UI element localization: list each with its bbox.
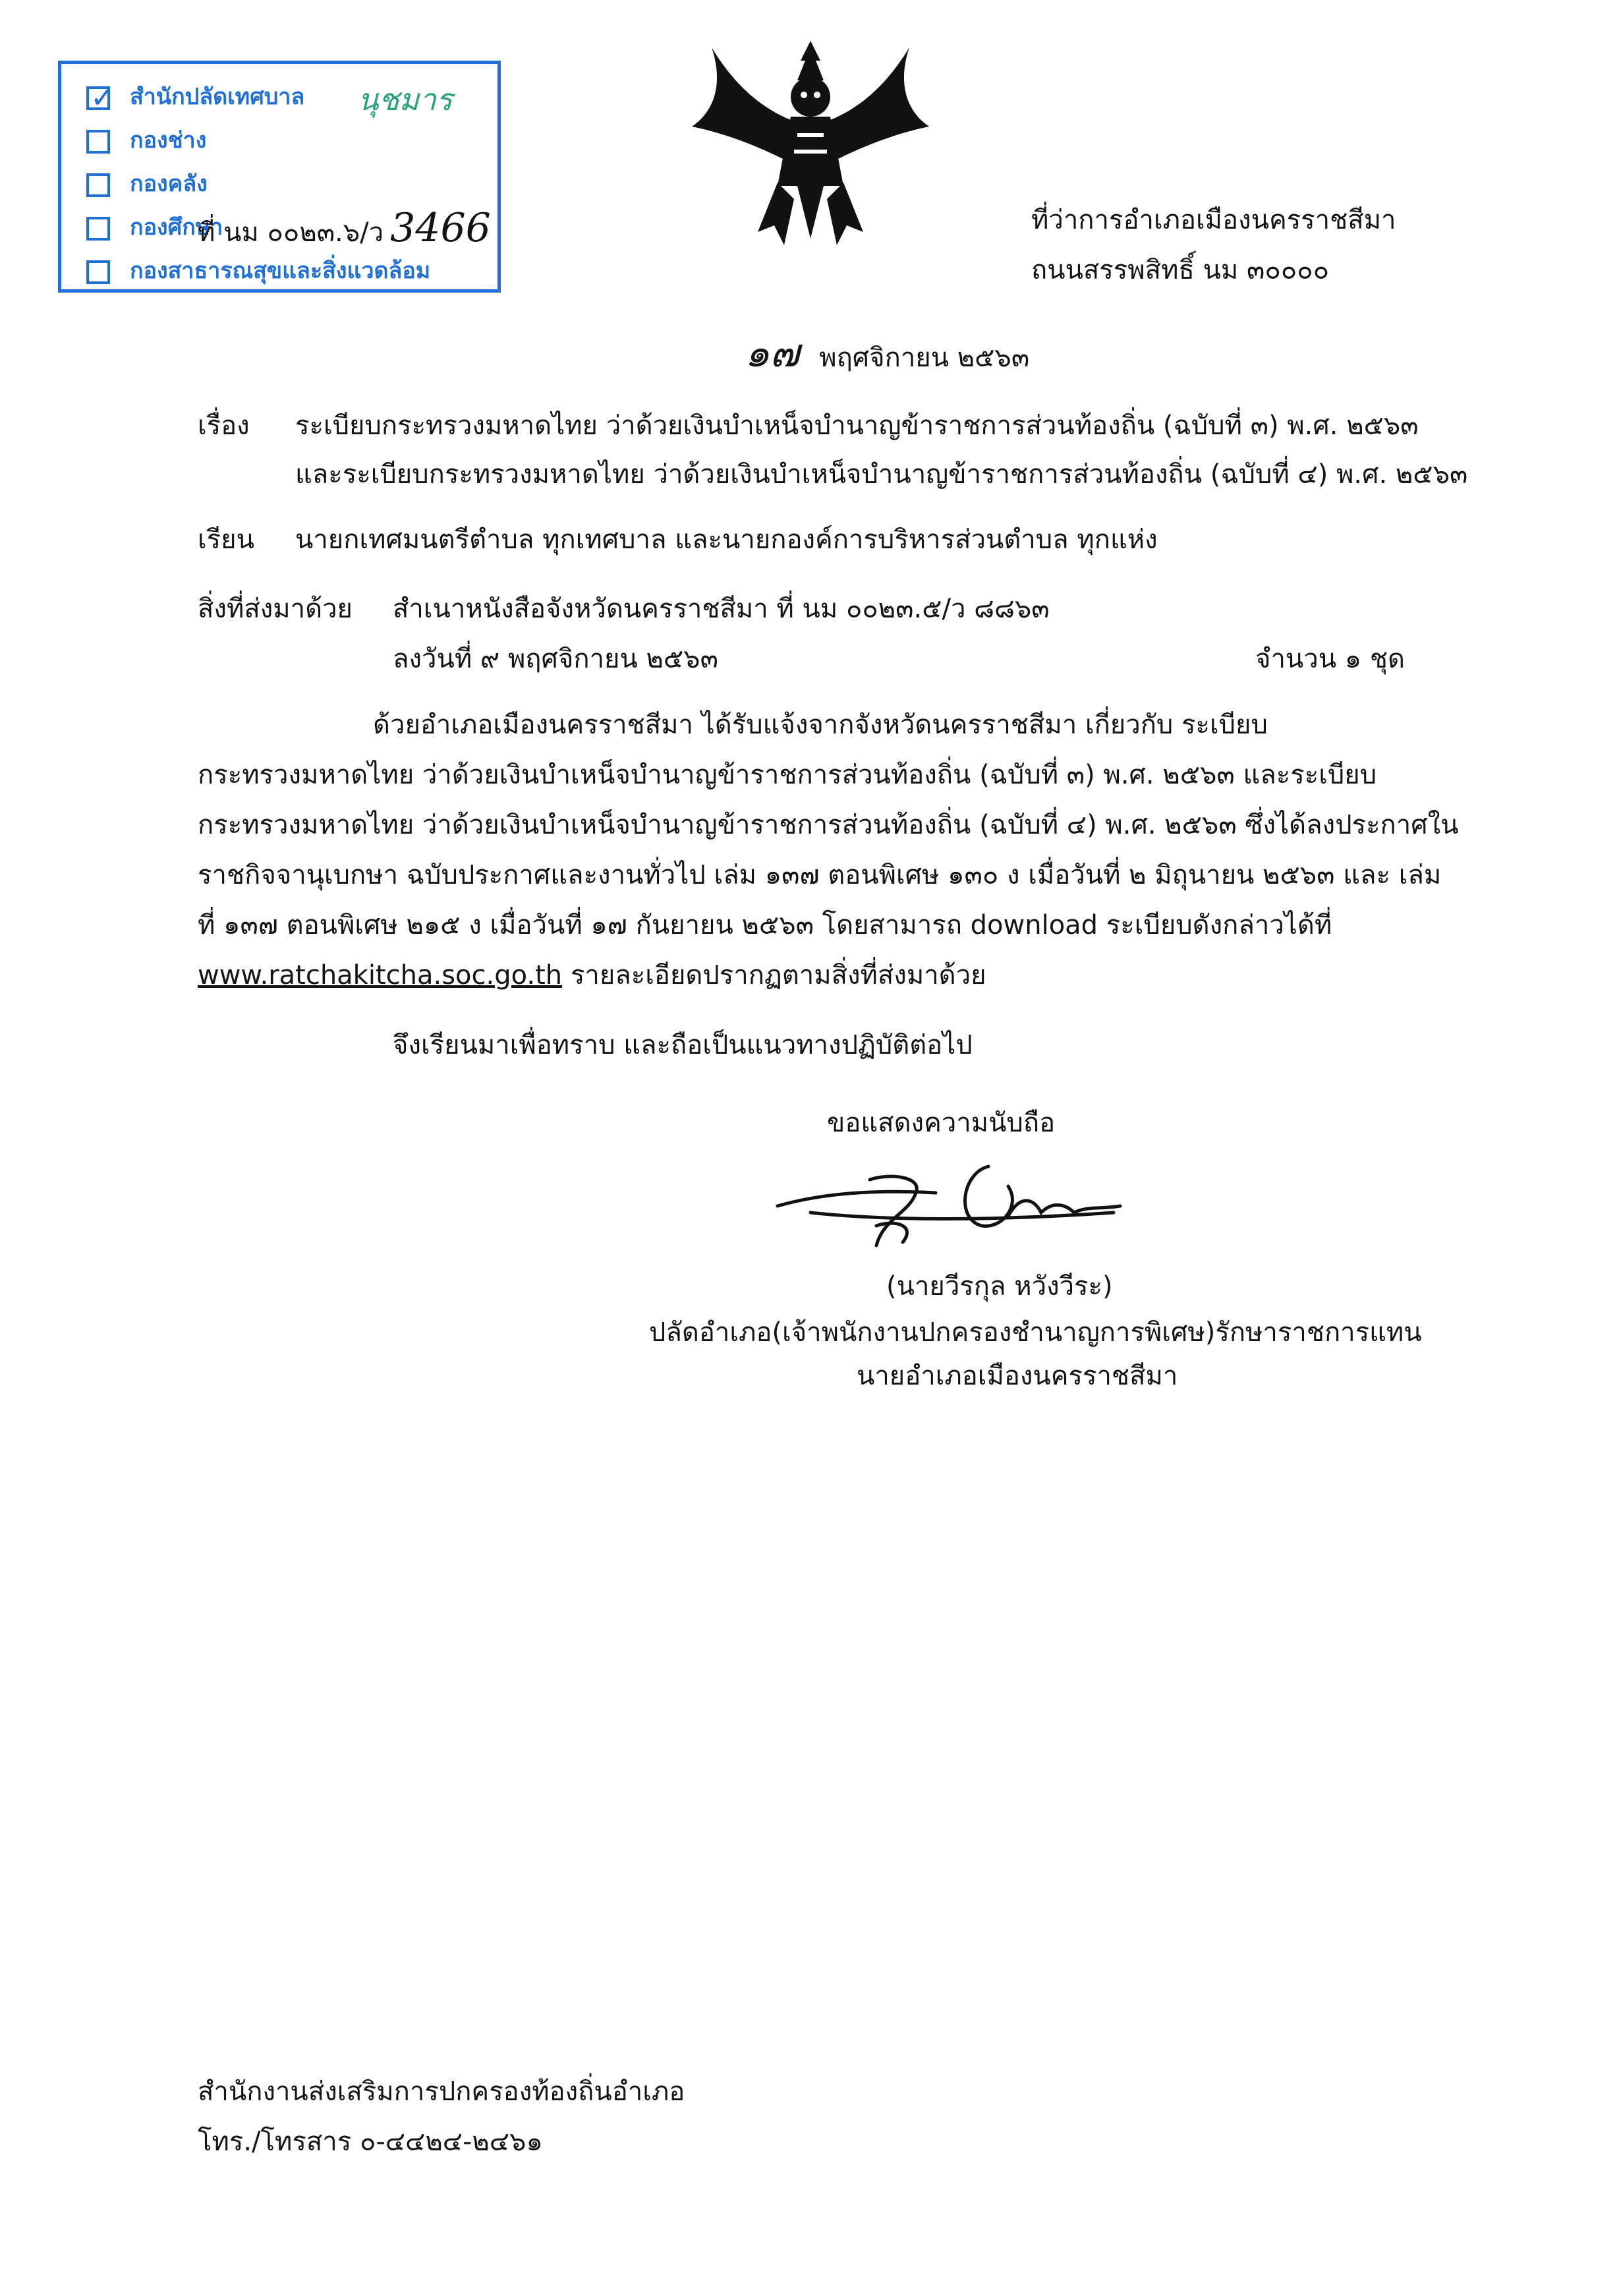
stamp-item-label: สำนักปลัดเทศบาล [130,84,305,110]
stamp-item-label: กองสาธารณสุขและสิ่งแวดล้อม [130,258,431,284]
stamp-item-label: กองคลัง [130,171,208,197]
body-line-5 [198,960,986,991]
stamp-item-2 [86,165,208,201]
enclosure-quantity: จำนวน ๑ ชุด [1255,644,1405,674]
handwritten-signature [771,1153,1127,1259]
department-routing-stamp [58,61,501,293]
checkbox-icon [86,173,110,197]
date-month-year: พฤศจิกายน ๒๕๖๓ [819,343,1030,373]
subject-line1: ระเบียบกระทรวงมหาดไทย ว่าด้วยเงินบำเหน็จบำนาญข้าราชการส่วนท้องถิ่น (ฉบับที่ ๓) พ.ศ. ๒๕๖๓ [295,411,1419,441]
handwritten-receipt-mark: นุชมาร [358,82,453,117]
stamp-item-0 [86,78,304,114]
body-line-0: ด้วยอำเภอเมืองนครราชสีมา ได้รับแจ้งจากจังหวัดนครราชสีมา เกี่ยวกับ ระเบียบ [373,710,1268,740]
handwritten-number: 3466 [390,205,491,251]
enclosure-line1: สำเนาหนังสือจังหวัดนครราชสีมา ที่ นม ๐๐๒๓.๕/ว ๘๘๖๓ [393,594,1050,624]
footer-office: สำนักงานส่งเสริมการปกครองท้องถิ่นอำเภอ [198,2077,685,2107]
garuda-emblem-icon [685,34,936,252]
checkbox-icon [86,80,115,115]
office-address-line2: ถนนสรรพสิทธิ์ นม ๓๐๐๐๐ [1031,255,1329,285]
stamp-item-label: กองช่าง [130,127,207,154]
footer-phone: โทร./โทรสาร ๐-๔๔๒๔-๒๔๖๑ [198,2127,543,2157]
stamp-item-label: กองศึกษา [130,214,223,241]
ratchakitcha-link[interactable]: www.ratchakitcha.soc.go.th [198,960,563,990]
complimentary-close: ขอแสดงความนับถือ [827,1108,1056,1138]
closing-statement: จึงเรียนมาเพื่อทราบ และถือเป็นแนวทางปฏิบัติต่อไป [393,1030,973,1060]
signatory-position2: นายอำเภอเมืองนครราชสีมา [857,1361,1178,1391]
body-line-4: ที่ ๑๓๗ ตอนพิเศษ ๒๑๕ ง เมื่อวันที่ ๑๗ กันยายน ๒๕๖๓ โดยสามารถ download ระเบียบดังกล่าวได้ที่ [198,910,1332,940]
checkbox-icon [86,130,110,154]
enclosure-label: สิ่งที่ส่งมาด้วย [198,594,353,624]
office-address-line1: ที่ว่าการอำเภอเมืองนครราชสีมา [1031,205,1396,235]
signatory-position1: ปลัดอำเภอ(เจ้าพนักงานปกครองชำนาญการพิเศษ)รักษาราชการแทน [649,1317,1422,1348]
recipient-text: นายกเทศมนตรีตำบล ทุกเทศบาล และนายกองค์การบริหารส่วนตำบล ทุกแห่ง [295,525,1158,555]
checkmark-icon: ✓ [90,80,115,115]
stamp-item-4 [86,252,430,288]
stamp-item-1 [86,122,206,158]
subject-line2: และระเบียบกระทรวงมหาดไทย ว่าด้วยเงินบำเหน็จบำนาญข้าราชการส่วนท้องถิ่น (ฉบับที่ ๔) พ.ศ. ๒๕๖๓ [295,459,1468,490]
checkbox-icon [86,260,110,284]
body-line-2: กระทรวงมหาดไทย ว่าด้วยเงินบำเหน็จบำนาญข้าราชการส่วนท้องถิ่น (ฉบับที่ ๔) พ.ศ. ๒๕๖๓ ซึ่งได้ลงประกาศใน [198,810,1459,840]
body-line-3: ราชกิจจานุเบกษา ฉบับประกาศและงานทั่วไป เล่ม ๑๓๗ ตอนพิเศษ ๑๓๐ ง เมื่อวันที่ ๒ มิถุนายน ๒๕๖๓ และ เล่ม [198,860,1442,890]
checkbox-icon [86,217,110,241]
signatory-name: (นายวีรกุล หวังวีระ) [886,1271,1113,1302]
subject-label: เรื่อง [198,411,250,441]
body-link-after: รายละเอียดปรากฏตามสิ่งที่ส่งมาด้วย [562,960,986,990]
recipient-label: เรียน [198,525,254,555]
enclosure-line2: ลงวันที่ ๙ พฤศจิกายน ๒๕๖๓ [393,644,718,674]
document-number-label: ที่ นม ๐๐๒๓.๖/ว [198,217,384,248]
handwritten-day: ๑๗ [745,330,800,376]
body-line-1: กระทรวงมหาดไทย ว่าด้วยเงินบำเหน็จบำนาญข้าราชการส่วนท้องถิ่น (ฉบับที่ ๓) พ.ศ. ๒๕๖๓ และระเบียบ [198,760,1377,790]
document-number [198,204,491,252]
document-date [745,330,1029,377]
